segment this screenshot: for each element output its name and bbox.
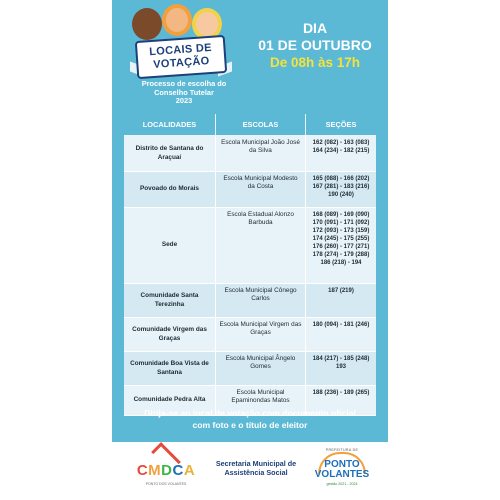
table-row bbox=[124, 352, 376, 386]
secao-line: 193 bbox=[335, 364, 346, 370]
secoes-cell bbox=[306, 318, 376, 351]
day-label: DIA bbox=[302, 20, 328, 36]
cmdca-logo bbox=[126, 450, 206, 492]
escola-cell: Escola Municipal Virgem das Graças bbox=[216, 318, 306, 351]
prefeitura-word-1: PONTO bbox=[324, 459, 360, 470]
secao-line: 184 (217) - 185 (248) bbox=[312, 356, 370, 362]
secao-line: 190 (240) bbox=[328, 192, 354, 198]
secao-line: 180 (094) - 181 (246) bbox=[312, 322, 370, 328]
secao-line: 170 (091) - 171 (092) bbox=[312, 220, 370, 226]
table-row bbox=[124, 172, 376, 208]
child-face-icon bbox=[132, 8, 162, 40]
secao-line: 172 (093) - 173 (159) bbox=[312, 228, 370, 234]
table-row bbox=[124, 208, 376, 284]
secao-line: 188 (236) - 189 (265) bbox=[312, 390, 370, 396]
secao-line: 164 (234) - 182 (215) bbox=[312, 148, 370, 154]
voting-instruction: Dirija-se ao local de votação com documento oficial com foto e o título de eleitor bbox=[144, 408, 356, 430]
logo-line-2: VOTAÇÃO bbox=[152, 55, 210, 71]
secao-line: 174 (245) - 175 (255) bbox=[312, 236, 370, 242]
secao-line: 167 (281) - 183 (216) bbox=[312, 184, 370, 190]
secoes-cell bbox=[306, 136, 376, 171]
secoes-cell bbox=[306, 172, 376, 207]
table-row bbox=[124, 136, 376, 172]
voting-hours: De 08h às 17h bbox=[269, 55, 361, 70]
table-header bbox=[124, 114, 376, 136]
secao-line: 176 (260) - 177 (271) bbox=[312, 244, 370, 250]
escola-cell: Escola Municipal Modesto da Costa bbox=[216, 172, 306, 207]
cmdca-letter: D bbox=[161, 462, 173, 479]
localidade-cell: Sede bbox=[124, 208, 216, 283]
secoes-cell bbox=[306, 352, 376, 385]
table-row bbox=[124, 284, 376, 318]
date-block bbox=[242, 20, 388, 72]
localidade-cell: Comunidade Boa Vista de Santana bbox=[124, 352, 216, 385]
logo-ribbon bbox=[135, 35, 227, 79]
election-date: 01 DE OUTUBRO bbox=[258, 37, 372, 53]
escola-cell: Escola Municipal Cônego Carlos bbox=[216, 284, 306, 317]
escola-cell: Escola Municipal João José da Silva bbox=[216, 136, 306, 171]
cmdca-wordmark bbox=[126, 462, 206, 479]
secao-line: 162 (082) - 163 (083) bbox=[312, 140, 370, 146]
secretaria-name: Secretaria Municipal de Assistência Social bbox=[215, 459, 297, 477]
localidade-cell: Povoado do Morais bbox=[124, 172, 216, 207]
cmdca-letter: A bbox=[183, 462, 196, 479]
escola-cell: Escola Municipal Epaminondas Matos bbox=[216, 386, 306, 415]
poster bbox=[112, 0, 388, 500]
cmdca-letter: C bbox=[136, 462, 149, 479]
prefeitura-gestao: gestão 2021 - 2024 bbox=[326, 482, 358, 486]
localidade-cell: Comunidade Santa Terezinha bbox=[124, 284, 216, 317]
cmdca-letter: C bbox=[172, 462, 184, 479]
logo-line-1: LOCAIS DE bbox=[148, 41, 213, 59]
footer-logos bbox=[112, 442, 388, 500]
header-localidades: LOCALIDADES bbox=[124, 114, 216, 136]
secoes-cell bbox=[306, 208, 376, 283]
prefeitura-logo bbox=[304, 446, 380, 498]
prefeitura-word-2: VOLANTES bbox=[314, 469, 370, 480]
prefeitura-prefix: PREFEITURA DE bbox=[325, 448, 359, 452]
secao-line: 186 (218) - 194 bbox=[320, 260, 362, 266]
cmdca-letter: M bbox=[148, 462, 162, 479]
localidade-cell: Distrito de Santana do Araçuaí bbox=[124, 136, 216, 171]
child-face-icon bbox=[162, 4, 192, 36]
voting-locations-table bbox=[124, 114, 376, 416]
header-secoes: SEÇÕES bbox=[306, 114, 376, 136]
localidade-cell: Comunidade Pedra Alta bbox=[124, 386, 216, 415]
header-escolas: ESCOLAS bbox=[216, 114, 306, 136]
escola-cell: Escola Estadual Alonzo Barbuda bbox=[216, 208, 306, 283]
localidade-cell: Comunidade Virgem das Graças bbox=[124, 318, 216, 351]
process-subtitle: Processo de escolha do Conselho Tutelar 2023 bbox=[141, 79, 227, 106]
secoes-cell bbox=[306, 284, 376, 317]
secao-line: 165 (088) - 166 (202) bbox=[312, 176, 370, 182]
cmdca-subtitle: PONTO DOS VOLANTES bbox=[145, 482, 187, 486]
secao-line: 168 (089) - 169 (090) bbox=[312, 212, 370, 218]
table-row bbox=[124, 318, 376, 352]
secao-line: 187 (219) bbox=[328, 288, 354, 294]
escola-cell: Escola Municipal Ângelo Gomes bbox=[216, 352, 306, 385]
table-body bbox=[124, 136, 376, 416]
secao-line: 178 (274) - 179 (288) bbox=[312, 252, 370, 258]
